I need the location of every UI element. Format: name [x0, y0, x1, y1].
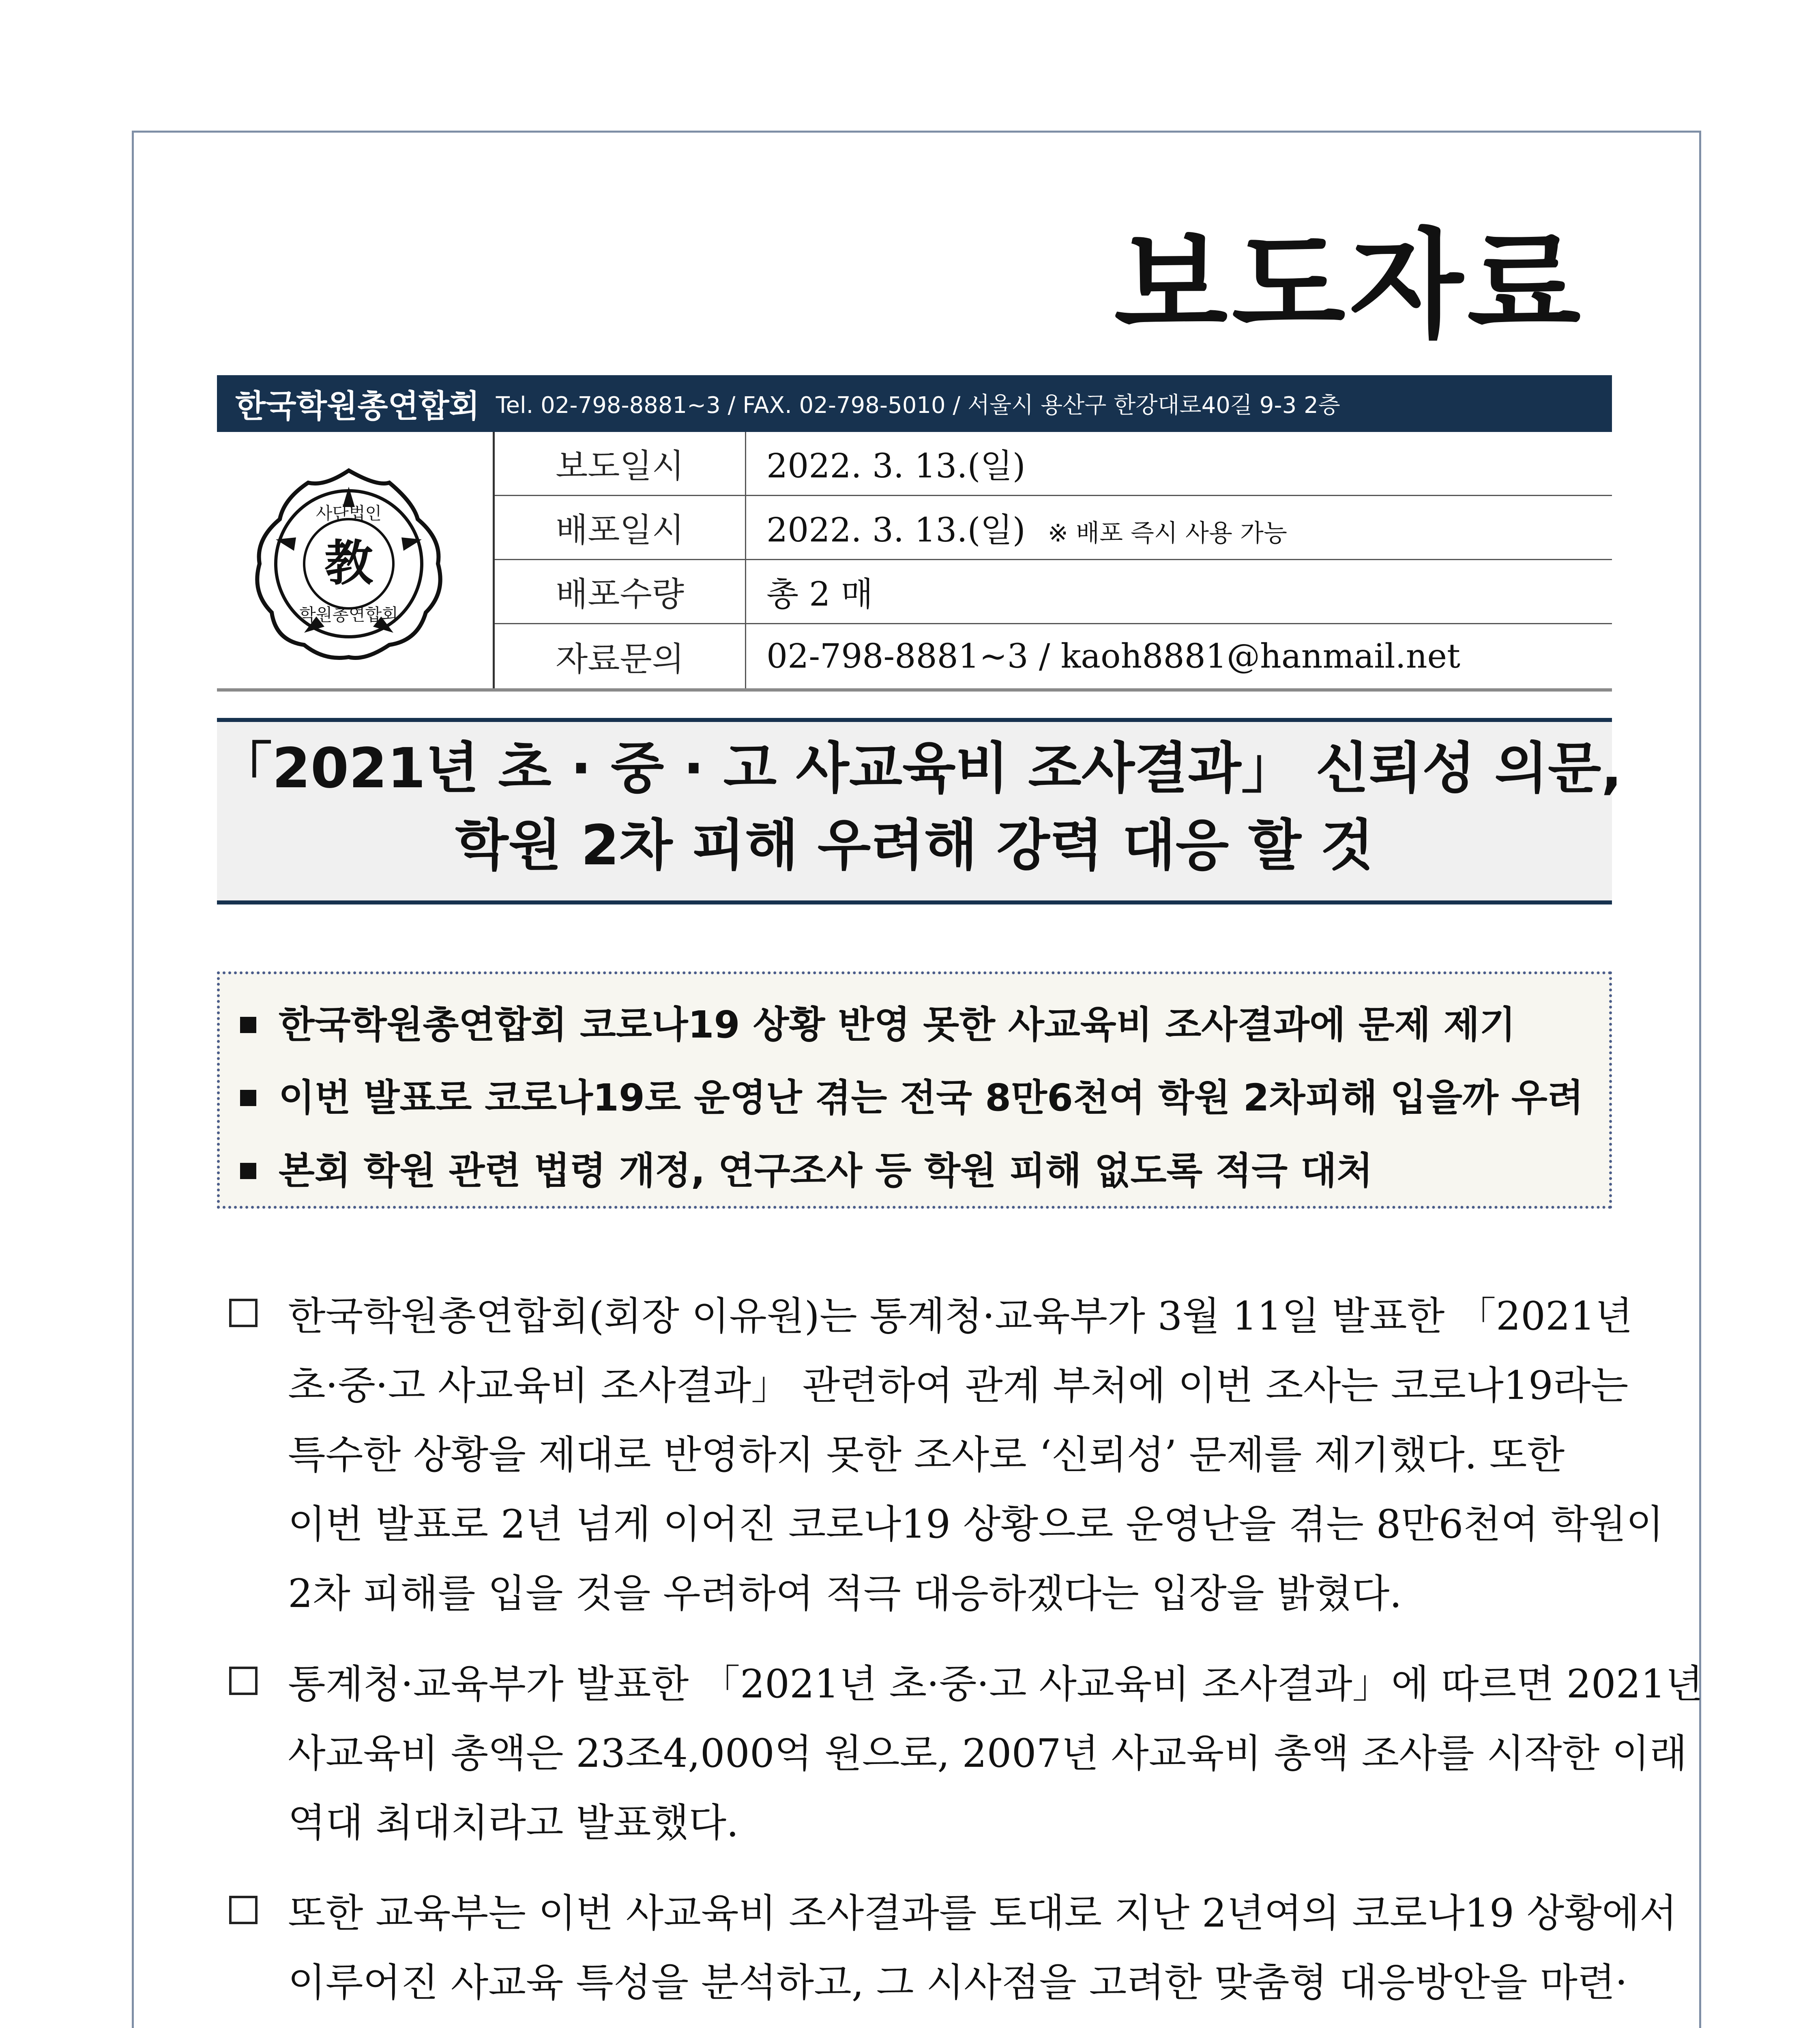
headline-line-2: 학원 2차 피해 우려해 강력 대응 할 것: [455, 814, 1374, 878]
paragraph-line: 이번 발표로 2년 넘게 이어진 코로나19 상황으로 운영난을 겪는 8만6천여 학원이: [288, 1502, 1664, 1547]
info-label: 배포일시: [495, 496, 746, 559]
checkbox-bullet-icon: [229, 1896, 258, 1924]
association-seal-logo: [243, 458, 454, 669]
info-value: [746, 637, 1460, 676]
paragraph: [229, 1282, 1664, 1628]
organization-name: 한국학원총연합회: [235, 388, 480, 425]
release-date-value: 2022. 3. 13.(일): [766, 447, 1026, 486]
checkbox-bullet-icon: [229, 1667, 258, 1695]
paragraph-line: 이루어진 사교육 특성을 분석하고, 그 시사점을 고려한 맞춤형 대응방안을 마련·: [288, 1960, 1628, 2005]
paragraph-line: 2차 피해를 입을 것을 우려하여 적극 대응하겠다는 입장을 밝혔다.: [288, 1571, 1402, 1616]
contact-value: 02-798-8881~3 / kaoh8881@hanmail.net: [766, 637, 1460, 676]
info-row-distribution-date: [495, 496, 1612, 560]
organization-contact: Tel. 02-798-8881~3 / FAX. 02-798-5010 / 서울시 용산구 한강대로40길 9-3 2층: [496, 392, 1340, 419]
paragraph: [229, 1879, 1677, 2028]
headline-box: [217, 718, 1623, 904]
info-label: 자료문의: [495, 624, 746, 688]
summary-item: [240, 988, 1609, 1061]
info-row-release-date: [495, 432, 1612, 496]
square-bullet-icon: [240, 1090, 256, 1106]
document-type-title: 보도자료: [1114, 217, 1585, 354]
info-value: [746, 504, 1287, 551]
seal-character: 教: [324, 535, 373, 592]
paragraph-line: 특수한 상황을 제대로 반영하지 못한 조사로 ‘신뢰성’ 문제를 제기했다. 또한: [288, 1432, 1565, 1478]
organization-bar: [217, 375, 1612, 432]
square-bullet-icon: [240, 1017, 256, 1033]
paragraph-line: 사교육비 총액은 23조4,000억 원으로, 2007년 사교육비 총액 조사를 시작한 이래: [288, 1731, 1687, 1776]
seal-top-text: 사단법인: [315, 503, 382, 523]
page-count-value: 총 2 매: [766, 575, 873, 614]
paragraph-line: 한국학원총연합회(회장 이유원)는 통계청·교육부가 3월 11일 발표한 「2021년: [288, 1293, 1633, 1339]
embargo-note: ※ 배포 즉시 사용 가능: [1047, 519, 1287, 548]
paragraph: [229, 1650, 1703, 1858]
body-text: [229, 1282, 1703, 2028]
checkbox-bullet-icon: [229, 1299, 258, 1327]
summary-box: [217, 971, 1612, 1209]
seal-ring-text: 학원총연합회: [299, 605, 398, 625]
paragraph-line: 통계청·교육부가 발표한 「2021년 초·중·고 사교육비 조사결과」에 따르면 2021년: [288, 1661, 1703, 1707]
paragraph-line: 초·중·고 사교육비 조사결과」 관련하여 관계 부처에 이번 조사는 코로나19라는: [288, 1363, 1629, 1408]
paragraph-line: [288, 2017, 1604, 2028]
info-row-contact: [495, 624, 1612, 688]
summary-text: 한국학원총연합회 코로나19 상황 반영 못한 사교육비 조사결과에 문제 제기: [279, 1003, 1516, 1046]
distribution-date-value: 2022. 3. 13.(일): [766, 511, 1026, 550]
info-label: 보도일시: [495, 432, 746, 495]
summary-item: [240, 1061, 1609, 1134]
summary-item: [240, 1134, 1609, 1207]
info-value: [746, 568, 873, 615]
paragraph-line: 또한 교육부는 이번 사교육비 조사결과를 토대로 지난 2년여의 코로나19 상황에서: [288, 1891, 1677, 1936]
release-info-block: [217, 432, 1612, 692]
paragraph-line: 역대 최대치라고 발표했다.: [288, 1800, 739, 1845]
info-label: 배포수량: [495, 560, 746, 623]
summary-text: 이번 발표로 코로나19로 운영난 겪는 전국 8만6천여 학원 2차피해 입을까 우려: [279, 1076, 1584, 1119]
square-bullet-icon: [240, 1163, 256, 1179]
info-row-page-count: [495, 560, 1612, 624]
info-value: [746, 440, 1026, 487]
summary-text: 본회 학원 관련 법령 개정, 연구조사 등 학원 피해 없도록 적극 대처: [279, 1149, 1373, 1192]
headline-line-1: 「2021년 초 · 중 · 고 사교육비 조사결과」 신뢰성 의문,: [217, 737, 1623, 801]
release-info-table: [495, 432, 1612, 688]
